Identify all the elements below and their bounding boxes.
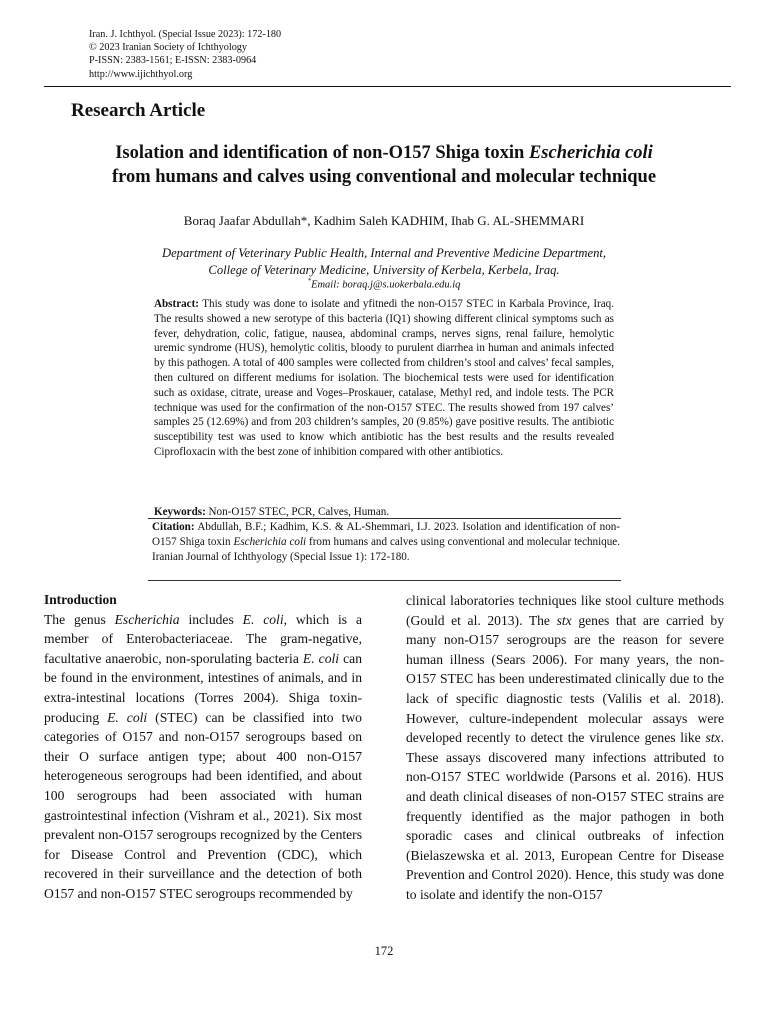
citation-label: Citation: [152,521,195,533]
journal-url[interactable]: http://www.ijichthyol.org [89,68,193,80]
corresponding-email [60,277,708,291]
body-column-right [406,591,724,905]
abstract-text: This study was done to isolate and yfitnedi the non-O157 STEC in Karbala Province, Iraq. The results showed a new serotype of this bacteria (IQ1) showing different clinical symptoms such as fever, dehydration, colic, fatigue, nausea, abdominal cramps, nerves signs, renal failure, hemolytic uremic syndrome (HUS), hemolytic colitis, bloody to purulent diarrhea in human and animals infected by this pathogen. A total of 400 samples were collected from children’s stool and calves’ fecal samples, then cultured on different mediums for isolation. The biochemical tests were used for identification such as oxidase, citrate, urease and Voges–Proskauer, catalase, Methyl red, and indole tests. The PCR technique was used for the confirmation of the non-O157 STEC. The results showed from 197 calves’ samples 25 (12.69%) and from 203 children’s samples, 20 (9.85%) gave positive results. The antibiotic susceptibility test was used to know which antibiotic has the best results and the results revealed Ciprofloxacin with the best zone of inhibition compared with other antibiotics. [154,298,614,458]
abstract [154,297,614,460]
keywords [154,505,614,519]
email-text[interactable]: Email: boraq.j@s.uokerbala.edu.iq [311,279,461,291]
intro-text: , which is a member of Enterobacteriaceae. The gram-negative, facultative anaerobic, non-sporulating bacteria [44,611,362,666]
species-name: E. coli [242,611,284,627]
citation-text-after: from humans and calves using conventional and molecular technique. Iranian Journal of Ichthyology (Special Issue 1): 172-180. [152,535,620,563]
gene-name: stx [556,612,572,628]
intro-text: includes [179,611,243,627]
genus-name: Escherichia [114,611,180,627]
title-species: Escherichia coli [528,143,653,163]
intro-text: genes that are carried by many non-O157 serogroups are the reason for severe human illness (Sears 2006). For many years, the non-O157 STEC has been underestimated clinically due to the lack of specific diagnostic tests (Valilis et al. 2018). However, culture-independent molecular assays were developed recently to detect the virulence genes like [406,612,725,746]
affiliation-line1: Department of Veterinary Public Health, Internal and Preventive Medicine Department, [161,246,607,260]
journal-issue: Iran. J. Ichthyol. (Special Issue 2023): 172-180 [89,29,282,40]
intro-text: The genus [44,611,115,627]
affiliation-line2: College of Veterinary Medicine, University of Kerbela, Kerbela, Iraq. [208,262,560,277]
keywords-label: Keywords: [154,506,206,518]
keywords-text: Non-O157 STEC, PCR, Calves, Human. [205,506,390,518]
species-name: E. coli [107,709,148,725]
intro-text: can be found in the environment, intestines of animals, and in extra-intestinal locations (Torres 2004). Shiga toxin-producing [44,650,362,725]
gene-name: stx [705,730,721,746]
header-divider [44,86,731,87]
affiliation [60,245,708,278]
citation [152,520,620,564]
copyright-line: © 2023 Iranian Society of Ichthyology [89,42,247,54]
intro-text: (STEC) can be classified into two categories of O157 and non-O157 serogroups based on their O surface antigen type; about 400 non-O157 heterogeneous serogroups had been identified, and about 100 serogroups had been associated with human gastrointestinal infection (Vishram et al., 2021). Six most prevalent non-O157 serogroups recognized by the Centers for Disease Control and Prevention (CDC), which recovered in their surveillance and the detection of both O157 and non-O157 STEC serogroups recommended by [44,709,362,901]
journal-header [89,28,489,81]
page-number: 172 [374,944,394,958]
species-name: E. coli [302,650,340,666]
abstract-label: Abstract: [154,298,199,310]
email-marker: * [307,277,312,285]
citation-species: Escherichia coli [233,535,307,548]
title-line2: from humans and calves using conventional and molecular technique [111,167,657,187]
citation-top-rule [148,518,621,519]
issn-line: P-ISSN: 2383-1561; E-ISSN: 2383-0964 [89,55,257,67]
author-list: Boraq Jaafar Abdullah*, Kadhim Saleh KADHIM, Ihab G. AL-SHEMMARI [183,213,585,228]
citation-bottom-rule [148,580,621,581]
intro-text: . These assays discovered many infections attributed to non-O157 STEC worldwide (Parsons et al. 2016). HUS and death clinical diseases of non-O157 STEC strains are frequently identified as the major pathogen in both sporadic cases and clinical outbreaks of infection (Bielaszewska et al. 2013, European Centre for Disease Prevention and Control 2020). Hence, this study was done to isolate and identify the non-O157 [406,730,724,902]
article-title [60,141,708,189]
title-line1-prefix: Isolation and identification of non-O157 Shiga toxin [115,143,529,163]
citation-text-before: Abdullah, B.F.; Kadhim, K.S. & AL-Shemmari, I.J. 2023. Isolation and identification of non-O157 Shiga toxin [152,521,620,548]
body-column-left [44,590,362,904]
introduction-heading: Introduction [44,592,117,607]
article-type: Research Article [71,100,206,121]
intro-text: clinical laboratories techniques like stool culture methods (Gould et al. 2013). The [406,593,724,628]
